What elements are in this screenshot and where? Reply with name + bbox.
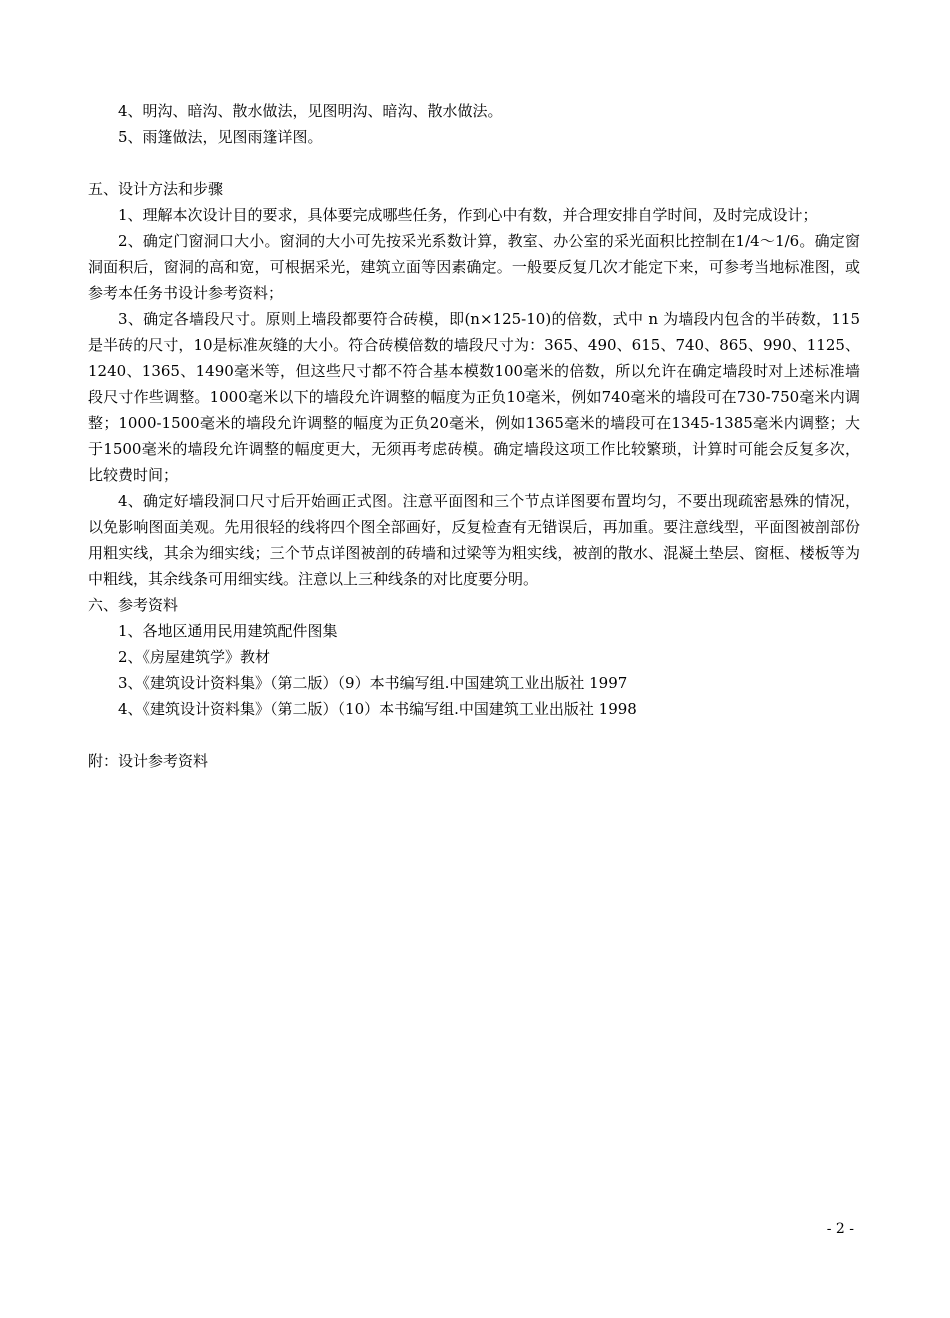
page-number: - 2 - [826, 1221, 854, 1237]
list-item: 4、明沟、暗沟、散水做法，见图明沟、暗沟、散水做法。 [118, 102, 503, 120]
reference-item: 4、《建筑设计资料集》（第二版）（10）本书编写组.中国建筑工业出版社 1998 [118, 700, 637, 718]
section-heading-references: 六、参考资料 [88, 596, 179, 614]
list-item: 5、雨篷做法，见图雨篷详图。 [118, 128, 323, 146]
paragraph: 4、确定好墙段洞口尺寸后开始画正式图。注意平面图和三个节点详图要布置均匀，不要出现疏密悬殊的情况，以免影响图面美观。先用很轻的线将四个图全部画好，反复检查有无错误后，再加重。要注意线型，平面图被剖部份用粗实线，其余为细实线；三个节点详图被剖的砖墙和过梁等为粗实线，被剖的散水、混凝土垫层、窗框、楼板等为中粗线，其余线条可用细实线。注意以上三种线条的对比度要分明。 [88, 492, 860, 588]
reference-item: 2、《房屋建筑学》教材 [118, 648, 271, 666]
paragraph: 1、理解本次设计目的要求，具体要完成哪些任务，作到心中有数，并合理安排自学时间，及时完成设计； [118, 206, 818, 224]
reference-item: 3、《建筑设计资料集》（第二版）（9）本书编写组.中国建筑工业出版社 1997 [118, 674, 628, 692]
reference-item: 1、各地区通用民用建筑配件图集 [118, 622, 338, 640]
paragraph: 2、确定门窗洞口大小。窗洞的大小可先按采光系数计算，教室、办公室的采光面积比控制在1/4～1/6。确定窗洞面积后，窗洞的高和宽，可根据采光，建筑立面等因素确定。一般要反复几次才能定下来，可参考当地标准图，或参考本任务书设计参考资料； [88, 232, 860, 302]
appendix-note: 附：设计参考资料 [88, 752, 209, 770]
paragraph: 3、确定各墙段尺寸。原则上墙段都要符合砖模，即(n×125-10)的倍数，式中 n 为墙段内包含的半砖数，115是半砖的尺寸，10是标准灰缝的大小。符合砖模倍数的墙段尺寸为：365、490、615、740、865、990、1125、1240、1365、1490毫米等，但这些尺寸都不符合基本模数100毫米的倍数，所以允许在确定墙段时对上述标准墙段尺寸作些调整。1000毫米以下的墙段允许调整的幅度为正负10毫米，例如740毫米的墙段可在730-750毫米内调整；1000-1500毫米的墙段允许调整的幅度为正负20毫米，例如1365毫米的墙段可在1345-1385毫米内调整；大于1500毫米的墙段允许调整的幅度更大，无须再考虑砖模。确定墙段这项工作比较繁琐，计算时可能会反复多次，比较费时间； [88, 310, 860, 484]
section-heading-design-method: 五、设计方法和步骤 [88, 180, 224, 198]
document-body [88, 98, 860, 774]
